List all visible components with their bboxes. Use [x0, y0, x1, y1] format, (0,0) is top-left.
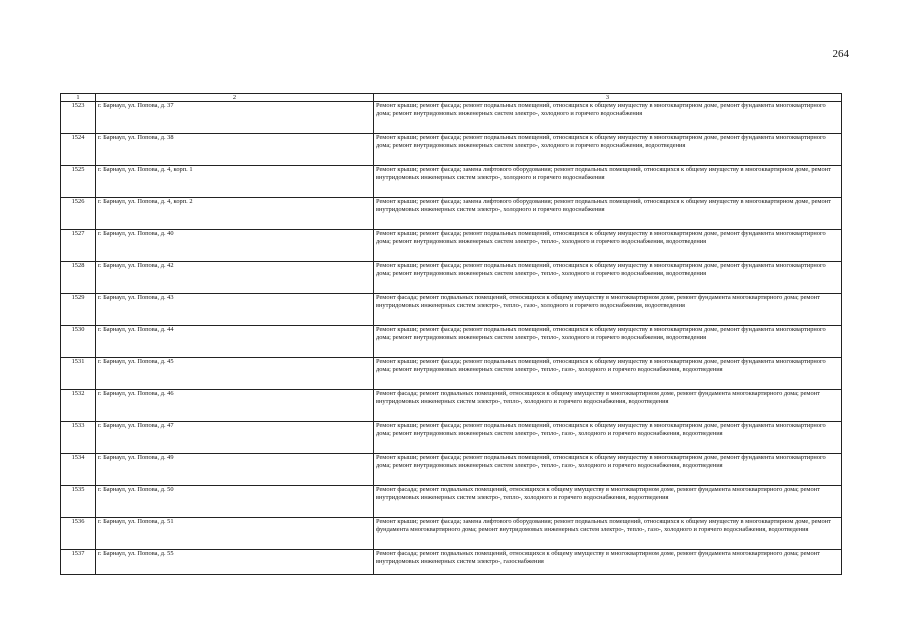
- column-header-number: 1: [61, 94, 96, 102]
- table-row: [61, 166, 842, 198]
- row-number: 1526: [61, 198, 96, 230]
- row-works: Ремонт крыши; ремонт фасада; ремонт подвальных помещений, относящихся к общему имуществу в многоквартирном доме, ремонт фундамента многоквартирного дома; ремонт внутридомовых инженерных систем электро-, тепло-, холодного и горячего водоснабжения, водоотведения: [374, 230, 842, 262]
- table-row: [61, 454, 842, 486]
- row-number: 1533: [61, 422, 96, 454]
- row-address: г. Барнаул, ул. Попова, д. 47: [96, 422, 374, 454]
- row-works: Ремонт фасада; ремонт подвальных помещений, относящихся к общему имуществу в многоквартирном доме, ремонт фундамента многоквартирного дома; ремонт внутридомовых инженерных систем электро-, тепло-, холодного и горячего водоснабжения, водоотведения: [374, 486, 842, 518]
- row-works: Ремонт фасада; ремонт подвальных помещений, относящихся к общему имуществу в многоквартирном доме, ремонт фундамента многоквартирного дома; ремонт внутридомовых инженерных систем электро-, тепло-, холодного и горячего водоснабжения, водоотведения: [374, 390, 842, 422]
- row-number: 1536: [61, 518, 96, 550]
- row-number: 1531: [61, 358, 96, 390]
- page-number: 264: [832, 48, 849, 60]
- row-number: 1523: [61, 102, 96, 134]
- row-works: Ремонт крыши; ремонт фасада; замена лифтового оборудования; ремонт подвальных помещений, относящихся к общему имуществу в многоквартирном доме, ремонт внутридомовых инженерных систем электро-, холодного и горячего водоснабжения: [374, 166, 842, 198]
- table-row: [61, 294, 842, 326]
- row-address: г. Барнаул, ул. Попова, д. 46: [96, 390, 374, 422]
- row-address: г. Барнаул, ул. Попова, д. 50: [96, 486, 374, 518]
- row-works: Ремонт крыши; ремонт фасада; ремонт подвальных помещений, относящихся к общему имуществу в многоквартирном доме, ремонт фундамента многоквартирного дома; ремонт внутридомовых инженерных систем электро-, тепло-, газо-, холодного и горячего водоснабжения, водоотведения: [374, 358, 842, 390]
- row-number: 1525: [61, 166, 96, 198]
- table-row: [61, 518, 842, 550]
- table-row: [61, 422, 842, 454]
- row-address: г. Барнаул, ул. Попова, д. 43: [96, 294, 374, 326]
- table-row: [61, 486, 842, 518]
- row-number: 1532: [61, 390, 96, 422]
- column-header-address: 2: [96, 94, 374, 102]
- table-row: [61, 550, 842, 575]
- row-address: г. Барнаул, ул. Попова, д. 37: [96, 102, 374, 134]
- row-works: Ремонт крыши; ремонт фасада; ремонт подвальных помещений, относящихся к общему имуществу в многоквартирном доме, ремонт фундамента многоквартирного дома; ремонт внутридомовых инженерных систем электро-, тепло-, газо-, холодного и горячего водоснабжения, водоотведения: [374, 422, 842, 454]
- table-row: [61, 230, 842, 262]
- row-works: Ремонт крыши; ремонт фасада; ремонт подвальных помещений, относящихся к общему имуществу в многоквартирном доме, ремонт фундамента многоквартирного дома; ремонт внутридомовых инженерных систем электро-, тепло-, холодного и горячего водоснабжения, водоотведения: [374, 326, 842, 358]
- table-row: [61, 198, 842, 230]
- row-address: г. Барнаул, ул. Попова, д. 38: [96, 134, 374, 166]
- row-works: Ремонт крыши; ремонт фасада; ремонт подвальных помещений, относящихся к общему имуществу в многоквартирном доме, ремонт фундамента многоквартирного дома; ремонт внутридомовых инженерных систем электро-, тепло-, холодного и горячего водоснабжения, водоотведения: [374, 262, 842, 294]
- table-header: [61, 94, 842, 102]
- row-address: г. Барнаул, ул. Попова, д. 40: [96, 230, 374, 262]
- row-address: г. Барнаул, ул. Попова, д. 49: [96, 454, 374, 486]
- row-address: г. Барнаул, ул. Попова, д. 51: [96, 518, 374, 550]
- row-number: 1528: [61, 262, 96, 294]
- row-number: 1535: [61, 486, 96, 518]
- row-works: Ремонт фасада; ремонт подвальных помещений, относящихся к общему имуществу в многоквартирном доме, ремонт фундамента многоквартирного дома; ремонт внутридомовых инженерных систем электро-, тепло-, газо-, холодного и горячего водоснабжения, водоотведения: [374, 294, 842, 326]
- row-works: Ремонт крыши; ремонт фасада; ремонт подвальных помещений, относящихся к общему имуществу в многоквартирном доме, ремонт фундамента многоквартирного дома; ремонт внутридомовых инженерных систем электро-, холодного и горячего водоснабжения, водоотведения: [374, 134, 842, 166]
- row-address: г. Барнаул, ул. Попова, д. 44: [96, 326, 374, 358]
- table-row: [61, 134, 842, 166]
- row-number: 1529: [61, 294, 96, 326]
- header-row: [61, 94, 842, 102]
- row-works: Ремонт фасада; ремонт подвальных помещений, относящихся к общему имуществу в многоквартирном доме, ремонт фундамента многоквартирного дома; ремонт внутридомовых инженерных систем электро-, газоснабжения: [374, 550, 842, 575]
- row-number: 1537: [61, 550, 96, 575]
- table-row: [61, 390, 842, 422]
- row-number: 1524: [61, 134, 96, 166]
- row-address: г. Барнаул, ул. Попова, д. 42: [96, 262, 374, 294]
- housing-repair-table: [60, 93, 842, 575]
- table-body: [61, 102, 842, 575]
- table-row: [61, 262, 842, 294]
- row-address: г. Барнаул, ул. Попова, д. 55: [96, 550, 374, 575]
- row-number: 1530: [61, 326, 96, 358]
- row-address: г. Барнаул, ул. Попова, д. 4, корп. 2: [96, 198, 374, 230]
- row-works: Ремонт крыши; ремонт фасада; замена лифтового оборудования; ремонт подвальных помещений, относящихся к общему имуществу в многоквартирном доме, ремонт фундамента многоквартирного дома; ремонт внутридомовых инженерных систем электро-, тепло-, газо-, холодного и горячего водоснабжения, водоотведения: [374, 518, 842, 550]
- row-works: Ремонт крыши; ремонт фасада; замена лифтового оборудования; ремонт подвальных помещений, относящихся к общему имуществу в многоквартирном доме, ремонт внутридомовых инженерных систем электро-, холодного и горячего водоснабжения: [374, 198, 842, 230]
- row-number: 1527: [61, 230, 96, 262]
- column-header-works: 3: [374, 94, 842, 102]
- table-row: [61, 102, 842, 134]
- row-address: г. Барнаул, ул. Попова, д. 45: [96, 358, 374, 390]
- row-works: Ремонт крыши; ремонт фасада; ремонт подвальных помещений, относящихся к общему имуществу в многоквартирном доме, ремонт фундамента многоквартирного дома; ремонт внутридомовых инженерных систем электро-, холодного и горячего водоснабжения: [374, 102, 842, 134]
- table-row: [61, 358, 842, 390]
- table-row: [61, 326, 842, 358]
- row-works: Ремонт крыши; ремонт фасада; ремонт подвальных помещений, относящихся к общему имуществу в многоквартирном доме, ремонт фундамента многоквартирного дома; ремонт внутридомовых инженерных систем электро-, тепло-, газо-, холодного и горячего водоснабжения, водоотведения: [374, 454, 842, 486]
- row-number: 1534: [61, 454, 96, 486]
- row-address: г. Барнаул, ул. Попова, д. 4, корп. 1: [96, 166, 374, 198]
